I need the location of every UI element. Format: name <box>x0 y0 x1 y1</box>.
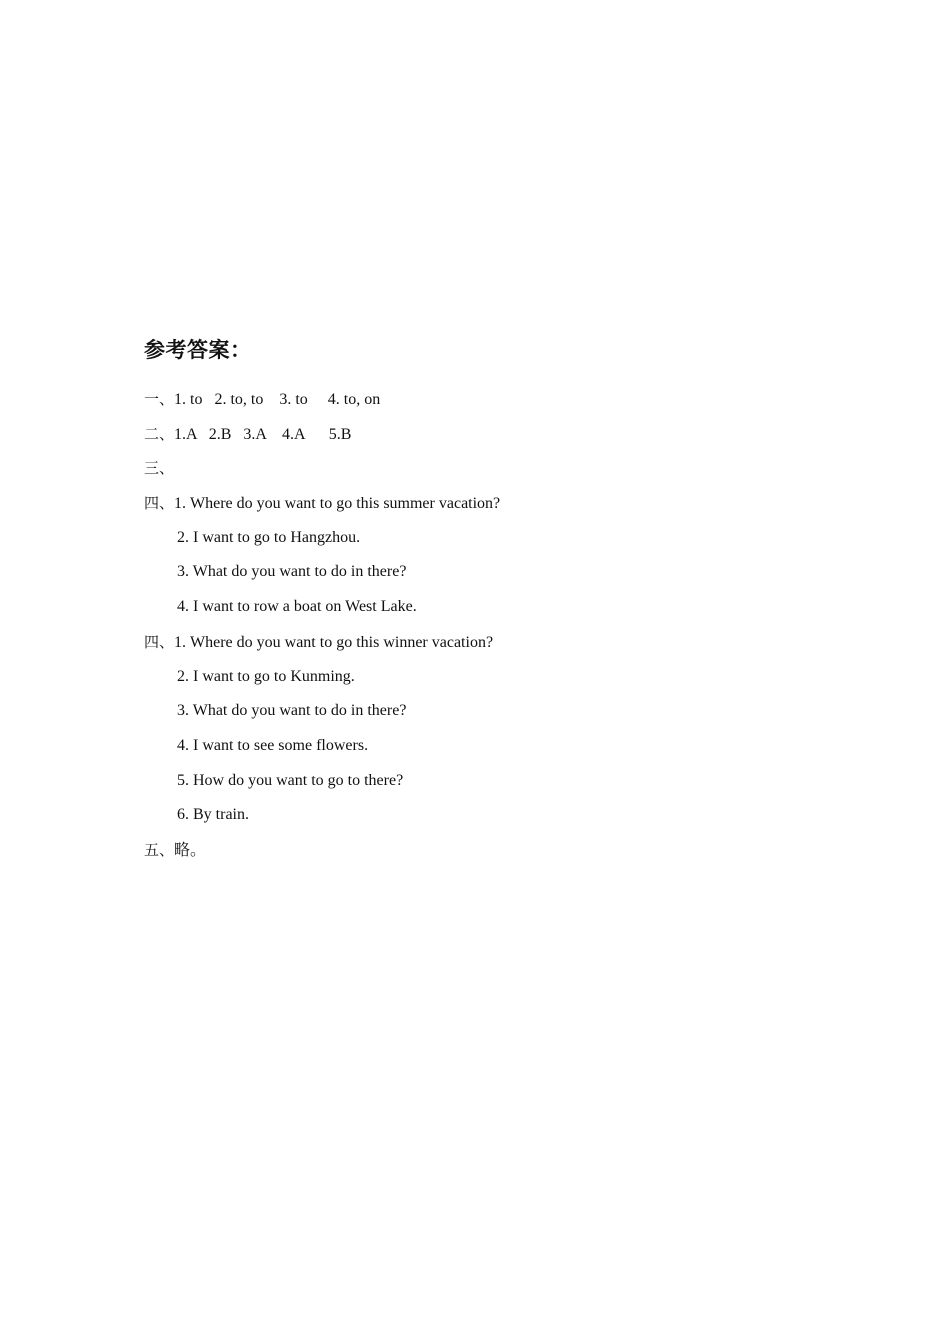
answer-text: 1. to 2. to, to 3. to 4. to, on <box>174 391 381 408</box>
answer-line-1 <box>144 384 500 419</box>
answer-text: 4. I want to row a boat on West Lake. <box>177 598 417 616</box>
answer-text: 5. How do you want to go to there? <box>177 771 404 789</box>
answer-line-7 <box>144 592 500 627</box>
answer-text: 3. What do you want to do in there? <box>177 702 407 720</box>
answer-line-14 <box>144 835 500 870</box>
section-marker: 三、 <box>144 459 175 478</box>
answer-line-3 <box>144 453 500 488</box>
answer-text: 1. Where do you want to go this winner vacation? <box>174 633 494 651</box>
answer-text: 6. By train. <box>177 806 249 824</box>
answer-line-8 <box>144 627 500 662</box>
answer-line-5 <box>144 523 500 558</box>
answer-list <box>144 384 500 870</box>
answer-line-12 <box>144 766 500 801</box>
section-marker: 二、 <box>144 424 175 443</box>
answer-text: 2. I want to go to Hangzhou. <box>177 528 361 546</box>
answer-text: 3. What do you want to do in there? <box>177 563 407 581</box>
answer-text: 4. I want to see some flowers. <box>177 736 369 754</box>
answer-line-13 <box>144 800 500 835</box>
answer-text: 1. Where do you want to go this summer vacation? <box>174 495 501 513</box>
answer-line-2 <box>144 419 500 454</box>
answer-text: 1.A 2.B 3.A 4.A 5.B <box>174 425 352 443</box>
answer-text: 2. I want to go to Kunming. <box>177 667 355 685</box>
section-marker: 一、 <box>144 390 175 408</box>
answer-text: 略。 <box>174 841 207 859</box>
section-marker: 五、 <box>144 840 175 859</box>
answer-line-4 <box>144 488 500 523</box>
answer-line-9 <box>144 662 500 697</box>
answer-line-6 <box>144 557 500 592</box>
section-marker: 四、 <box>144 632 175 651</box>
section-marker: 四、 <box>144 494 175 513</box>
answer-line-10 <box>144 696 500 731</box>
answer-key-title: 参考答案： <box>144 338 252 362</box>
answer-line-11 <box>144 731 500 766</box>
